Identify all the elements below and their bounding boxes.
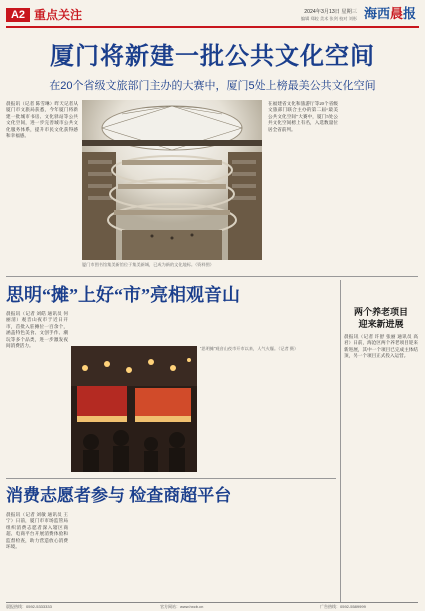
headline-story2: 思明“摊”上好“市”亮相观音山 <box>6 285 240 305</box>
logo-char: 西 <box>377 6 391 21</box>
footer-center: 官方网站：www.hxcb.cn <box>160 604 204 609</box>
sidebar-headline-line: 迎来新进展 <box>358 319 404 329</box>
body-text-block <box>148 311 220 343</box>
body-text-block <box>6 362 68 475</box>
story1-lead-text: 晨报讯（记者 陈雪琳）昨天记者从厦门市文旅局获悉，今年厦门将新建一批城市书房、文化驿站等公共文化空间，进一步完善城市公共文化服务体系，提升市民文化获得感和幸福感。 <box>6 101 78 139</box>
body-text-block <box>344 378 418 600</box>
logo-char-highlight: 晨 <box>390 6 404 21</box>
footer-rule <box>6 602 418 603</box>
sidebar-headline <box>344 306 418 330</box>
story1-left-column <box>6 101 78 271</box>
logo-char: 报 <box>403 6 417 21</box>
library-atrium-photo <box>82 100 262 260</box>
masthead-logo <box>364 4 420 24</box>
story1-lead <box>6 101 78 161</box>
story1-sidebar-text <box>268 101 338 145</box>
date-line: 2024年3月13日 星期三 <box>304 9 357 15</box>
headline-story1: 厦门将新建一批公共文化空间 <box>50 44 375 70</box>
body-text-block <box>6 163 78 271</box>
page-code: A2 <box>6 8 30 22</box>
story1-sidebar-lead: 在福建省文化和旅游厅等20个省级文旅部门联合主办的第二届“最美公共文化空间”大赛中，厦门5处公共文化空间榜上有名，入选数量位居全省前列。 <box>268 101 338 132</box>
footer-left: 晨报热线：0592-5333333 <box>6 604 52 609</box>
body-text-block <box>71 311 145 343</box>
night-market-photo <box>71 346 197 472</box>
body-text-block <box>268 148 338 272</box>
story2-lead <box>6 311 68 359</box>
body-text-block <box>71 512 135 600</box>
body-text-block <box>344 101 418 272</box>
footer-right: 广告热线：0592-5589999 <box>320 604 366 609</box>
body-text-block <box>224 311 336 343</box>
body-text-block <box>138 512 202 600</box>
masthead-rule <box>6 26 419 28</box>
staff-line: 编辑 郑皎 美术 张剑 校对 刘彤 <box>300 16 357 21</box>
photo-caption-market: “思明摊”观音山夜市开市以来，人气火爆。（记者 摄） <box>200 346 299 351</box>
body-text-block <box>205 512 269 600</box>
photo-caption-library: 厦门市图书馆集美新馆位于集美新城，已成为新的文化地标。（资料图） <box>82 262 214 267</box>
section-title: 重点关注 <box>34 8 83 22</box>
body-text-block <box>272 512 336 600</box>
subheadline-story1: 在20个省级文旅部门主办的大赛中，厦门5处上榜最美公共文化空间 <box>49 80 376 92</box>
story3-lead <box>6 512 68 560</box>
story3-lead-text: 晨报讯（记者 刘敏 通讯员 王宁）日前，厦门市市场监管局组织消费志愿者深入辖区商超、电商平台开展消费体验和监督检查，助力营造放心消费环境。 <box>6 512 68 550</box>
sidebar-vertical-divider <box>340 280 341 602</box>
story2-lead-text: 晨报讯（记者 刘皓 通讯员 何丽清）观音山夜市于近日开市，首批入驻摊位一百余个，涵盖特色美食、文创手作、潮玩等多个品类，进一步激发夜间消费活力。 <box>6 311 68 349</box>
sidebar-lead <box>344 334 418 376</box>
sidebar-headline-line: 两个养老项目 <box>353 307 408 317</box>
headline-story3: 消费志愿者参与 检查商超平台 <box>6 486 232 505</box>
sidebar-lead-text: 晨报讯（记者 许舒 张丽 通讯员 高君）日前，海沧区两个养老项目迎来新进展，其中一个项目已完成主体结顶，另一个项目正式投入运营。 <box>344 334 418 359</box>
logo-char: 海 <box>364 6 378 21</box>
body-text-block <box>200 356 336 474</box>
section-divider <box>6 276 418 277</box>
section-divider <box>6 478 336 479</box>
body-text-block <box>6 562 68 600</box>
